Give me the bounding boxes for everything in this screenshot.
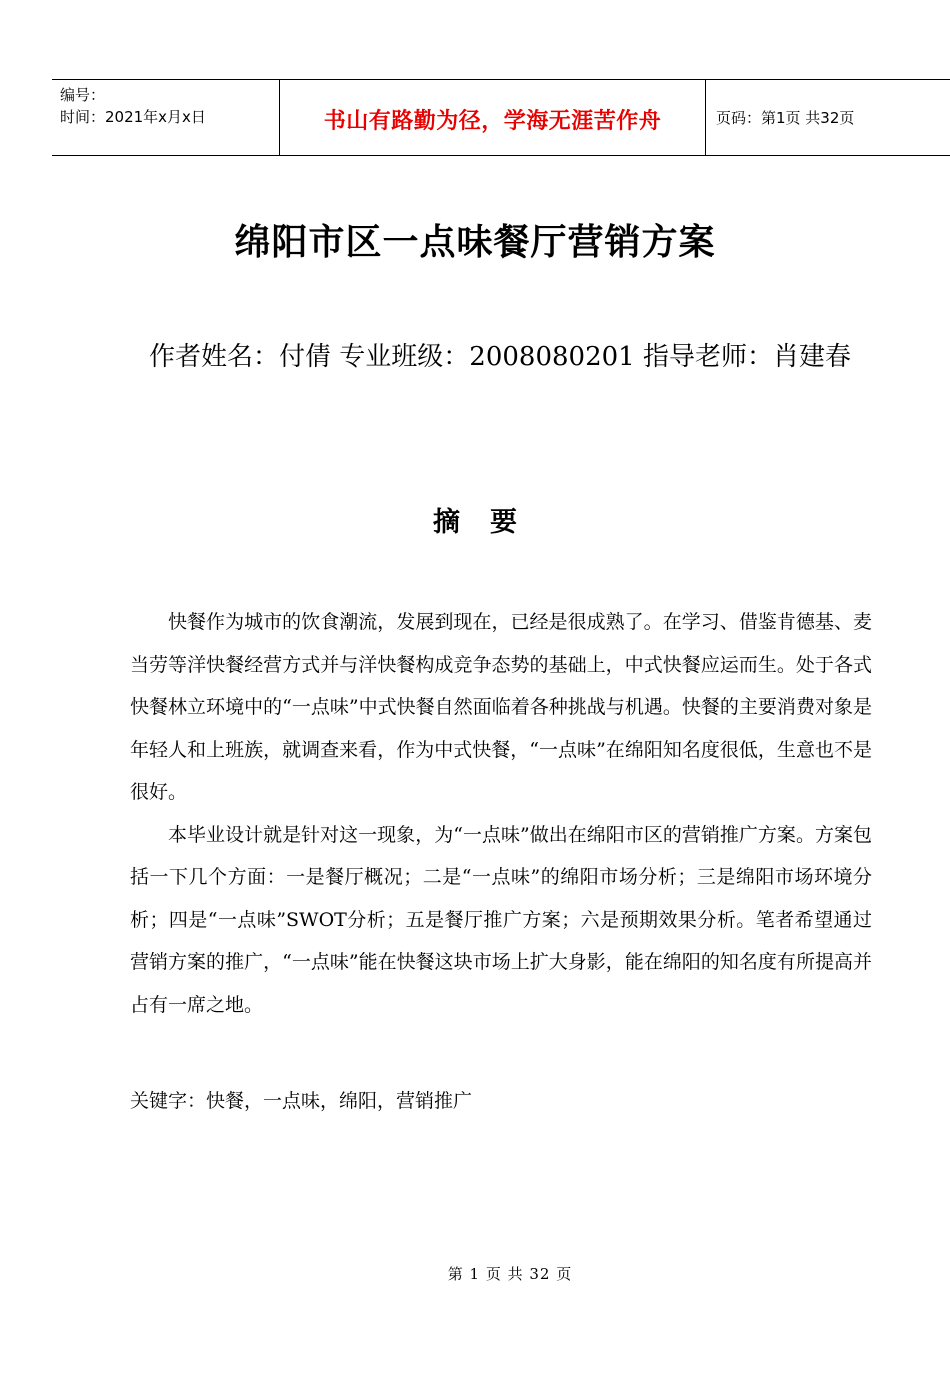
document-time: 时间：2021年x月x日 [60,108,206,126]
abstract-body [130,601,872,1026]
header-page-info [706,80,950,155]
header-motto-cell [280,80,706,155]
header-meta [52,80,280,155]
author-line: 作者姓名：付倩 专业班级：2008080201 指导老师：肖建春 [149,342,851,372]
keywords-label: 关键字： [130,1090,207,1112]
document-number: 编号： [60,86,106,104]
abstract-paragraph: 本毕业设计就是针对这一现象，为“一点味”做出在绵阳市区的营销推广方案。方案包括一下几个方面：一是餐厅概况；二是“一点味”的绵阳市场分析；三是绵阳市场环境分析；四是“一点味”SWOT分析；五是餐厅推广方案；六是预期效果分析。笔者希望通过营销方案的推广，“一点味”能在快餐这块市场上扩大身影，能在绵阳的知名度有所提高并占有一席之地。 [130,823,872,1016]
keywords-line [130,1081,872,1121]
abstract-heading: 摘要 [433,507,547,538]
abstract-paragraph: 快餐作为城市的饮食潮流，发展到现在，已经是很成熟了。在学习、借鉴肯德基、麦当劳等洋快餐经营方式并与洋快餐构成竞争态势的基础上，中式快餐应运而生。处于各式快餐林立环境中的“一点味”中式快餐自然面临着各种挑战与机遇。快餐的主要消费对象是年轻人和上班族，就调查来看，作为中式快餐，“一点味”在绵阳知名度很低，生意也不是很好。 [130,611,872,803]
page-info-text: 页码：第1页 共32页 [716,109,855,127]
keywords-text: 快餐，一点味，绵阳，营销推广 [206,1090,473,1112]
page-header [52,79,950,156]
page-footer: 第 1 页 共 32 页 [447,1265,573,1283]
document-title: 绵阳市区一点味餐厅营销方案 [234,222,716,263]
motto-text: 书山有路勤为径，学海无涯苦作舟 [323,109,662,134]
